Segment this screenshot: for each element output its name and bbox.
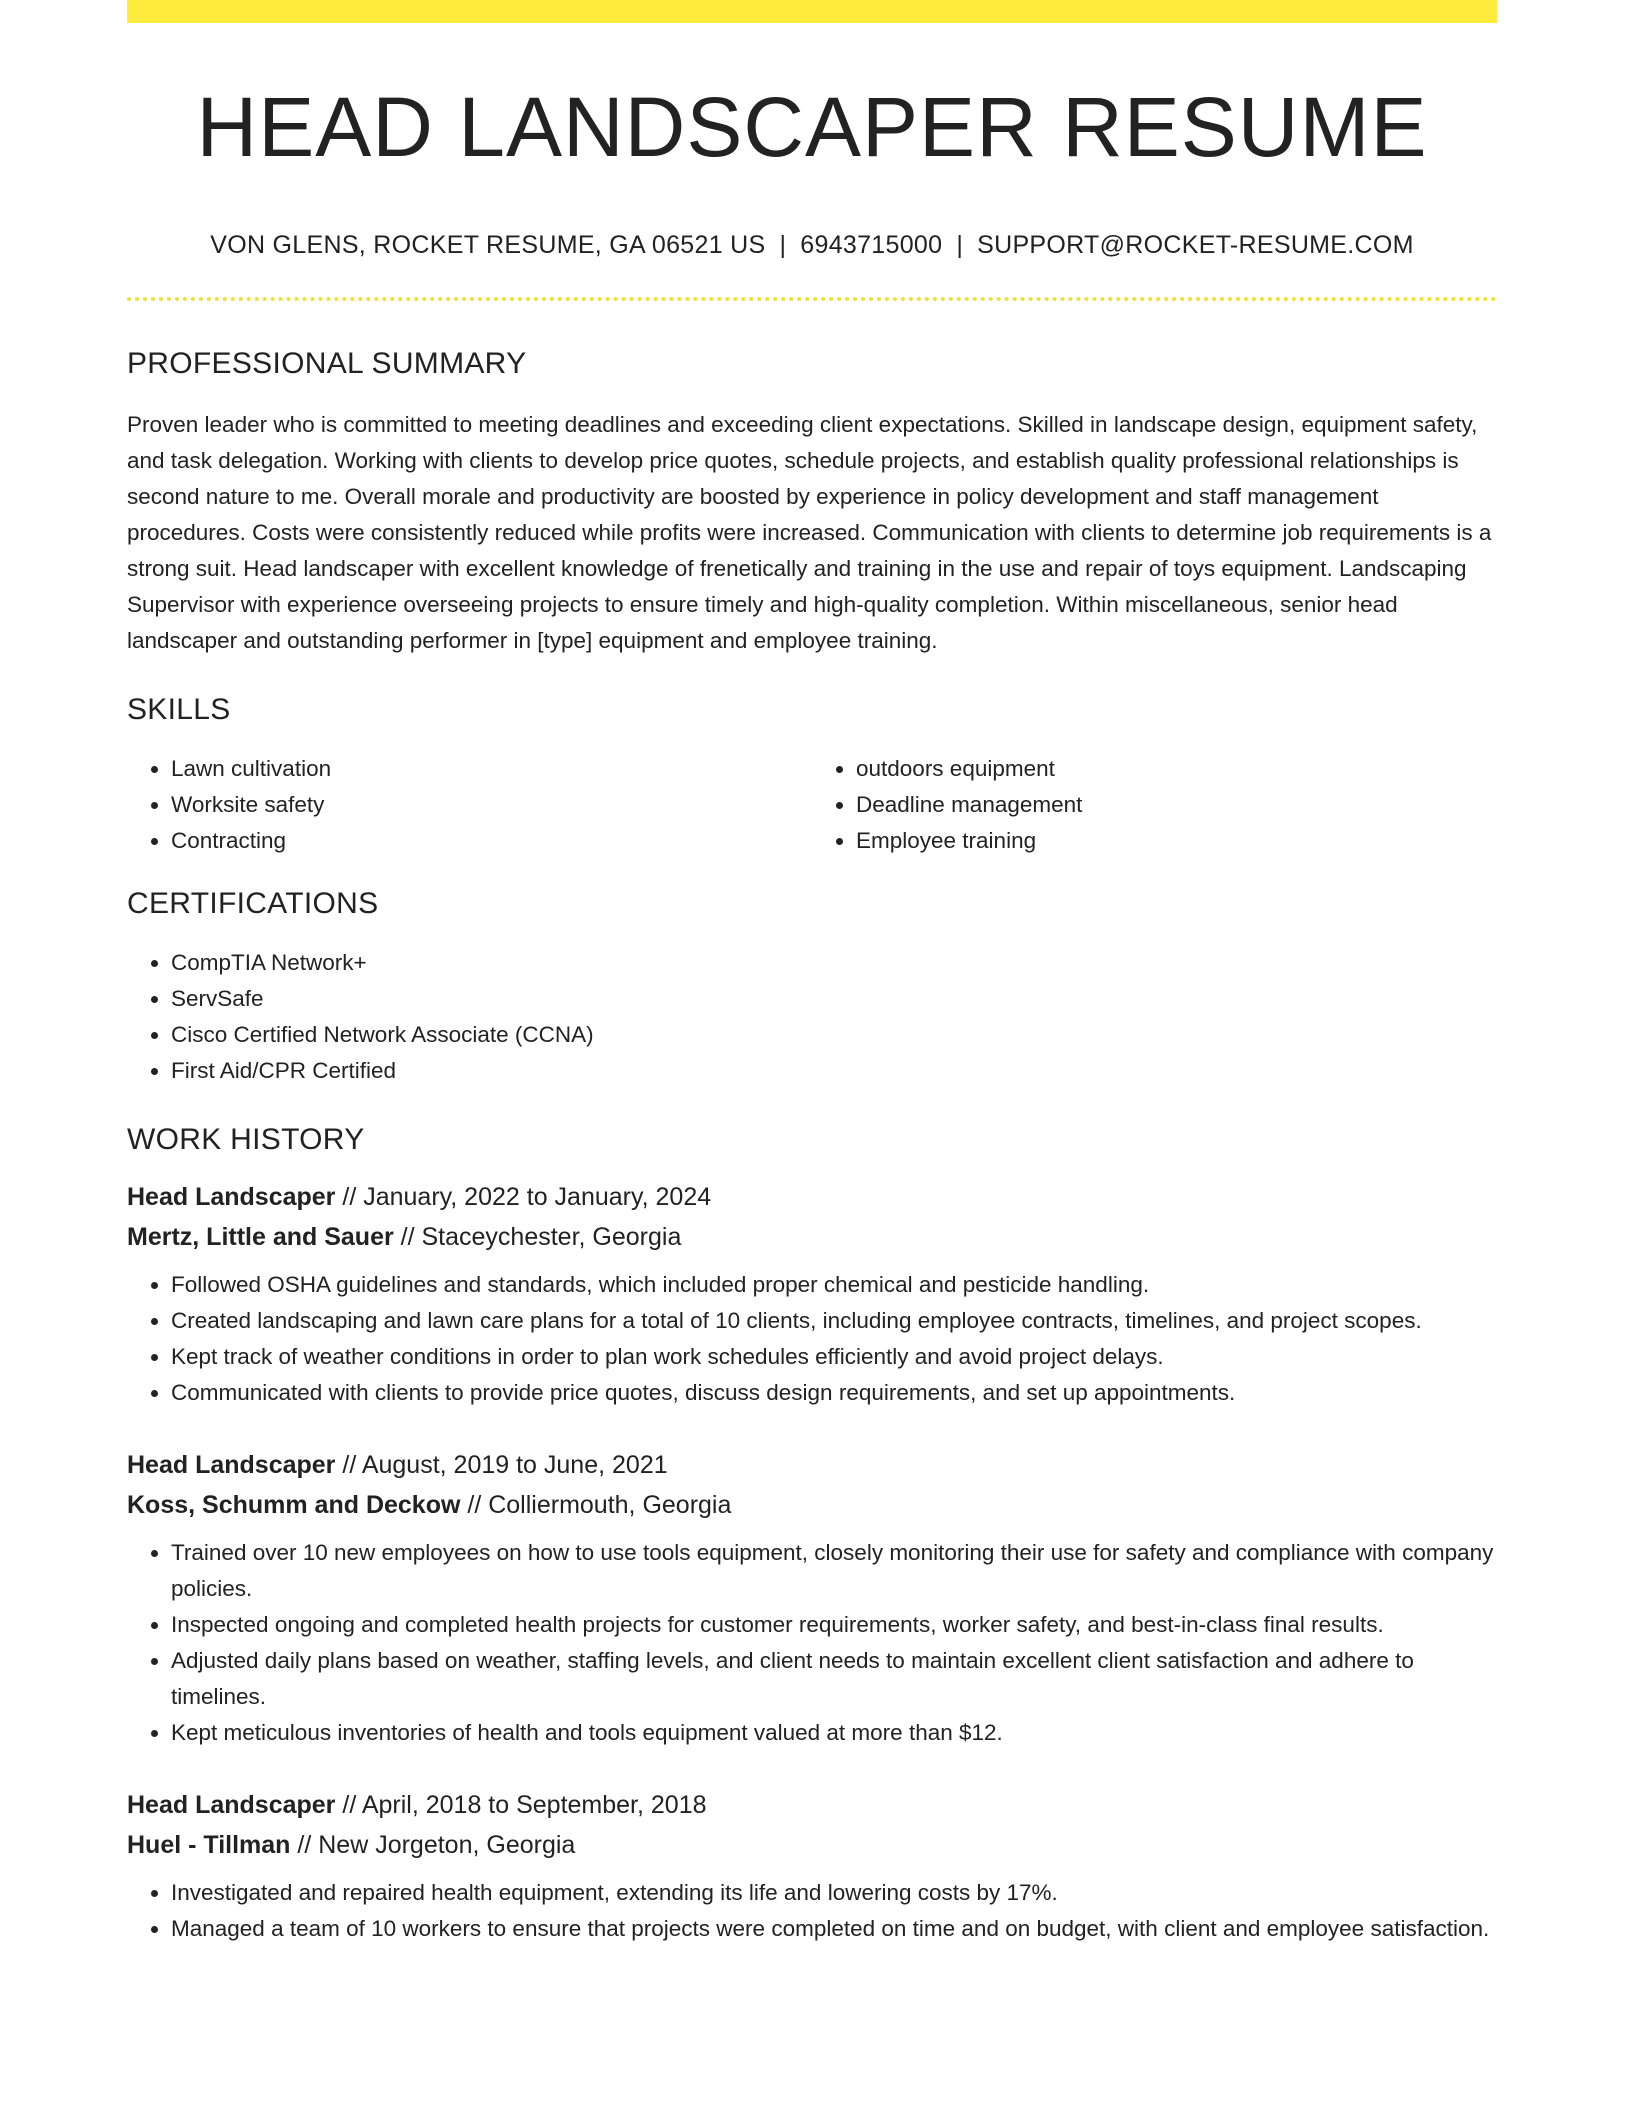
job-title: Head Landscaper	[127, 1183, 336, 1211]
skills-list-left	[127, 751, 812, 859]
job-title: Head Landscaper	[127, 1451, 336, 1479]
job-bullet: • Investigated and repaired health equipment, extending its life and lowering costs by 17%.	[171, 1875, 1497, 1911]
job-bullet: • Inspected ongoing and completed health projects for customer requirements, worker safety, and best-in-class final results.	[171, 1607, 1497, 1643]
job-location: // Staceychester, Georgia	[393, 1223, 682, 1251]
skills-list-right	[812, 751, 1497, 859]
contact-phone: 6943715000	[800, 231, 943, 259]
job-bullet: • Kept meticulous inventories of health and tools equipment valued at more than $12.	[171, 1715, 1497, 1751]
summary-heading: PROFESSIONAL SUMMARY	[127, 347, 527, 380]
page-title: HEAD LANDSCAPER RESUME	[196, 80, 1428, 174]
job-location: // New Jorgeton, Georgia	[290, 1831, 576, 1859]
skill-item: • Deadline management	[856, 787, 1497, 823]
skill-item: • Employee training	[856, 823, 1497, 859]
accent-bar	[127, 0, 1497, 23]
skill-item: • Contracting	[171, 823, 812, 859]
job-company: Koss, Schumm and Deckow	[127, 1491, 461, 1519]
job-title: Head Landscaper	[127, 1791, 336, 1819]
skills-heading: SKILLS	[127, 693, 231, 726]
job-location: // Colliermouth, Georgia	[460, 1491, 732, 1519]
job-bullets	[127, 1267, 1497, 1411]
contact-separator: |	[779, 231, 787, 259]
job-bullet: • Managed a team of 10 workers to ensure that projects were completed on time and on budget, with client and employee satisfaction.	[171, 1911, 1497, 1947]
job-bullet: • Followed OSHA guidelines and standards, which included proper chemical and pesticide handling.	[171, 1267, 1497, 1303]
job-bullet: • Created landscaping and lawn care plans for a total of 10 clients, including employee contracts, timelines, and project scopes.	[171, 1303, 1497, 1339]
job-title-line	[127, 1785, 1497, 1825]
work-history-heading: WORK HISTORY	[127, 1123, 365, 1156]
job-company-line	[127, 1485, 1497, 1525]
job-dates: // April, 2018 to September, 2018	[335, 1791, 707, 1819]
job-bullet: • Communicated with clients to provide price quotes, discuss design requirements, and set up appointments.	[171, 1375, 1497, 1411]
job-title-line	[127, 1445, 1497, 1485]
skills-grid	[127, 751, 1497, 859]
job-dates: // January, 2022 to January, 2024	[335, 1183, 712, 1211]
contact-address: VON GLENS, ROCKET RESUME, GA 06521 US	[210, 231, 766, 259]
contact-email: SUPPORT@ROCKET-RESUME.COM	[977, 231, 1414, 259]
skill-item: • Worksite safety	[171, 787, 812, 823]
job-company: Mertz, Little and Sauer	[127, 1223, 394, 1251]
job-bullets	[127, 1535, 1497, 1751]
job-company-line	[127, 1825, 1497, 1865]
contact-separator: |	[956, 231, 964, 259]
job-bullet: • Kept track of weather conditions in order to plan work schedules efficiently and avoid project delays.	[171, 1339, 1497, 1375]
header-divider	[127, 297, 1497, 301]
certification-item: • CompTIA Network+	[171, 945, 1497, 981]
job-company: Huel - Tillman	[127, 1831, 291, 1859]
resume-page	[127, 0, 1497, 1947]
certification-item: • First Aid/CPR Certified	[171, 1053, 1497, 1089]
job-company-line	[127, 1217, 1497, 1257]
skill-item: • outdoors equipment	[856, 751, 1497, 787]
certification-item: • ServSafe	[171, 981, 1497, 1017]
job-title-line	[127, 1177, 1497, 1217]
contact-line	[127, 233, 1497, 258]
summary-text: Proven leader who is committed to meeting deadlines and exceeding client expectations. Skilled in landscape design, equipment safety, and task delegation. Working with clients to develop price quotes, schedule projects, and establish quality professional relationships is second nature to me. Overall morale and productivity are boosted by experience in policy development and staff management procedures. Costs were consistently reduced while profits were increased. Communication with clients to determine job requirements is a strong suit. Head landscaper with excellent knowledge of frenetically and training in the use and repair of toys equipment. Landscaping Supervisor with experience overseeing projects to ensure timely and high-quality completion. Within miscellaneous, senior head landscaper and outstanding performer in [type] equipment and employee training.	[127, 412, 1492, 653]
job-bullet: • Adjusted daily plans based on weather, staffing levels, and client needs to maintain excellent client satisfaction and adhere to timelines.	[171, 1643, 1497, 1715]
certifications-list	[127, 945, 1497, 1089]
skill-item: • Lawn cultivation	[171, 751, 812, 787]
certification-item: • Cisco Certified Network Associate (CCNA)	[171, 1017, 1497, 1053]
certifications-heading: CERTIFICATIONS	[127, 887, 379, 920]
job-bullets	[127, 1875, 1497, 1947]
job-dates: // August, 2019 to June, 2021	[335, 1451, 668, 1479]
job-bullet: • Trained over 10 new employees on how to use tools equipment, closely monitoring their use for safety and compliance with company policies.	[171, 1535, 1497, 1607]
